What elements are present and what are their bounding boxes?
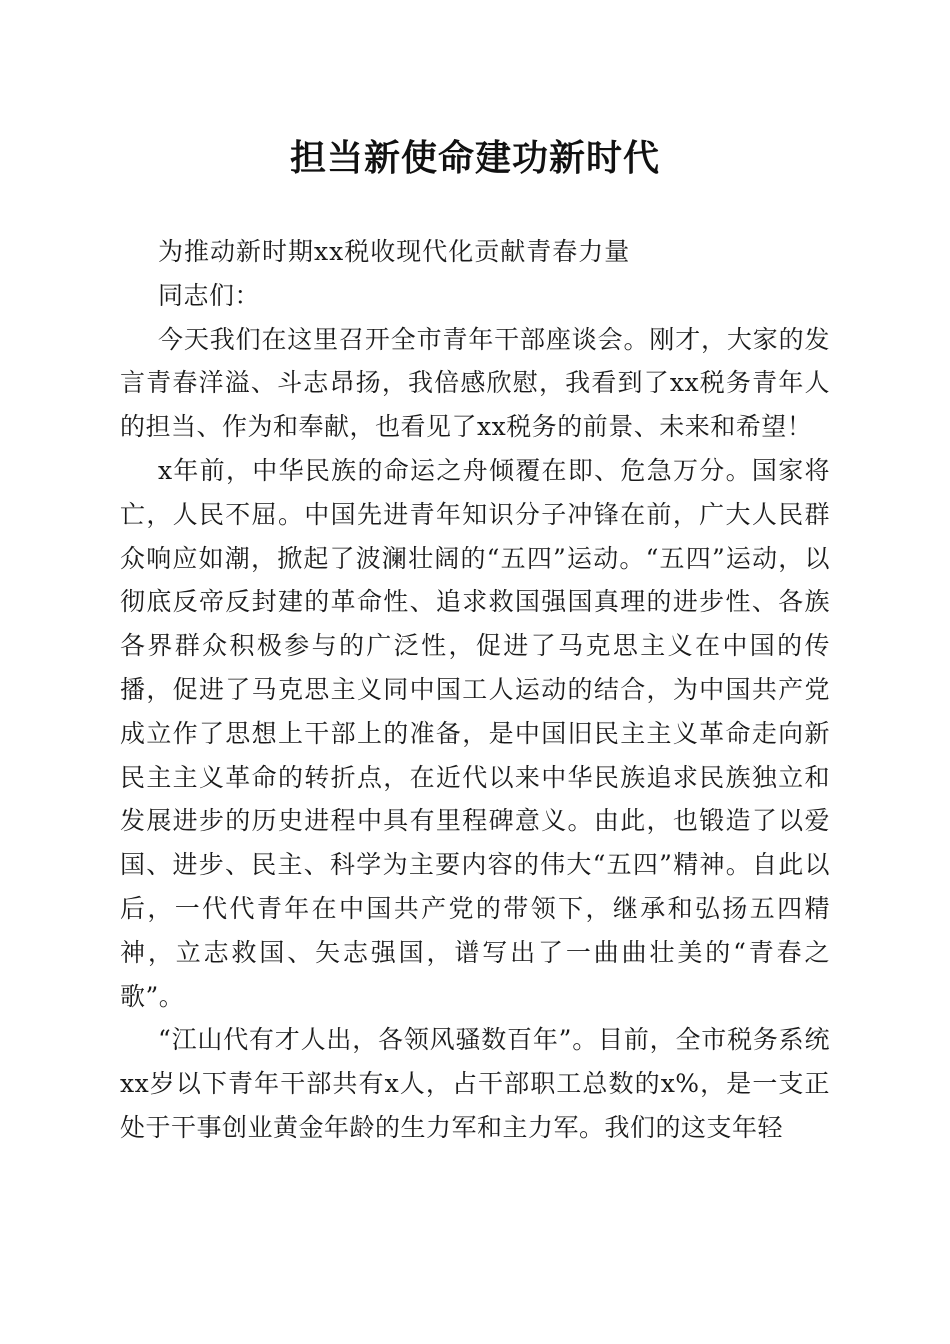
paragraph-1: 今天我们在这里召开全市青年干部座谈会。刚才，大家的发言青春洋溢、斗志昂扬，我倍感欣慰，我看到了xx税务青年人的担当、作为和奉献，也看见了xx税务的前景、未来和希望！ [120, 324, 830, 442]
salutation: 同志们： [158, 280, 261, 310]
document-body [120, 230, 830, 1150]
paragraph-2: x年前，中华民族的命运之舟倾覆在即、危急万分。国家将亡，人民不屈。中国先进青年知识分子冲锋在前，广大人民群众响应如潮，掀起了波澜壮阔的“五四”运动。“五四”运动，以彻底反帝反封建的革命性、追求救国强国真理的进步性、各族各界群众积极参与的广泛性，促进了马克思主义在中国的传播，促进了马克思主义同中国工人运动的结合，为中国共产党成立作了思想上干部上的准备，是中国旧民主主义革命走向新民主主义革命的转折点，在近代以来中华民族追求民族独立和发展进步的历史进程中具有里程碑意义。由此，也锻造了以爱国、进步、民主、科学为主要内容的伟大“五四”精神。自此以后，一代代青年在中国共产党的带领下，继承和弘扬五四精神，立志救国、矢志强国，谱写出了一曲曲壮美的“青春之歌”。 [120, 455, 830, 1011]
document-title: 担当新使命建功新时代 [289, 138, 660, 179]
document-subtitle: 为推动新时期xx税收现代化贡献青春力量 [158, 237, 631, 266]
paragraph-3: “江山代有才人出，各领风骚数百年”。目前，全市税务系统xx岁以下青年干部共有x人，占干部职工总数的x%，是一支正处于干事创业黄金年龄的生力军和主力军。我们的这支年轻 [120, 1025, 830, 1142]
